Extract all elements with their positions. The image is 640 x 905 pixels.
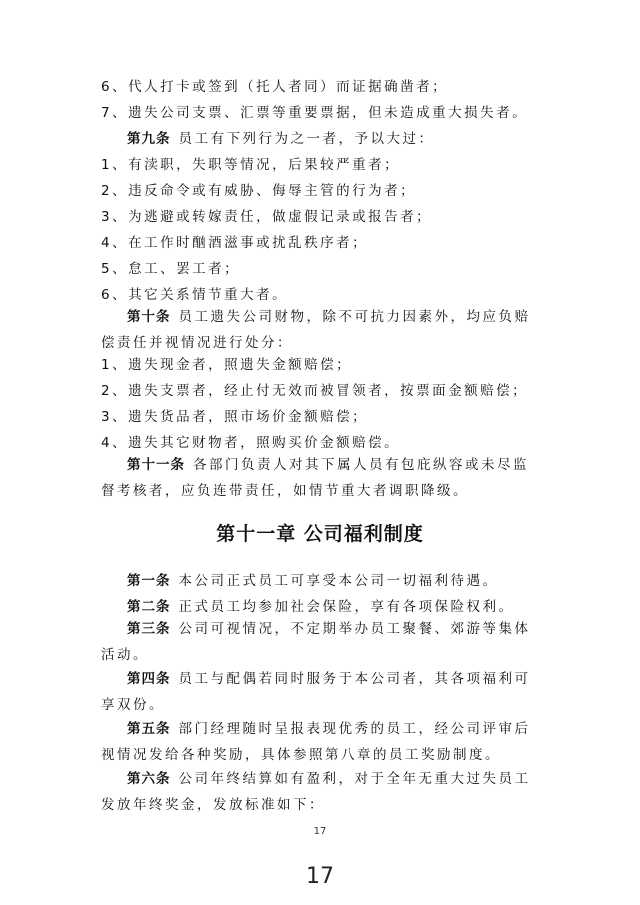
article-label: 第六条	[127, 771, 171, 787]
article-label: 第九条	[127, 131, 171, 147]
article-label: 第一条	[127, 573, 171, 589]
article-text: 员工与配偶若同时服务于本公司者，其各项福利可享双份。	[101, 671, 531, 713]
article-10	[101, 304, 541, 356]
article-label: 第十一条	[127, 457, 185, 473]
article-text: 员工遗失公司财物，除不可抗力因素外，均应负赔偿责任并视情况进行处分：	[101, 309, 531, 351]
list-item: 1、遗失现金者，照遗失金额赔偿；	[101, 357, 353, 373]
list-item: 3、为逃避或转嫁责任，做虚假记录或报告者；	[101, 209, 433, 225]
article-text: 部门经理随时呈报表现优秀的员工，经公司评审后视情况发给各种奖励，具体参照第八章的员工奖励制度。	[101, 721, 531, 763]
welfare-article	[127, 598, 541, 616]
article-text: 本公司正式员工可享受本公司一切福利待遇。	[178, 573, 499, 589]
list-item: 6、其它关系情节重大者。	[101, 287, 289, 303]
article-text: 公司年终结算如有盈利，对于全年无重大过失员工发放年终奖金，发放标准如下：	[101, 771, 531, 813]
article-text: 公司可视情况，不定期举办员工聚餐、郊游等集体活动。	[101, 621, 531, 663]
article-text: 各部门负责人对其下属人员有包庇纵容或未尽监督考核者，应负连带责任，如情节重大者调职降级。	[101, 457, 529, 499]
chapter-title: 第十一章 公司福利制度	[216, 523, 424, 545]
list-item: 4、在工作时酗酒滋事或扰乱秩序者；	[101, 235, 369, 251]
list-item: 6、代人打卡或签到（托人者同）而证据确凿者；	[101, 79, 449, 95]
page-number-large: 17	[306, 864, 334, 889]
article-label: 第十条	[127, 309, 171, 325]
list-item: 2、遗失支票者，经止付无效而被冒领者，按票面金额赔偿；	[101, 383, 529, 399]
article-11	[101, 452, 541, 504]
article-label: 第三条	[127, 621, 171, 637]
list-item: 7、遗失公司支票、汇票等重要票据，但未造成重大损失者。	[101, 105, 529, 121]
list-item: 3、遗失货品者，照市场价金额赔偿；	[101, 409, 369, 425]
list-item: 4、遗失其它财物者，照购买价金额赔偿。	[101, 435, 401, 451]
welfare-article	[127, 572, 541, 590]
article-text: 正式员工均参加社会保险，享有各项保险权利。	[178, 599, 515, 615]
welfare-article	[101, 716, 541, 768]
welfare-article	[101, 666, 541, 718]
welfare-article	[101, 766, 541, 818]
list-item: 2、违反命令或有威胁、侮辱主管的行为者；	[101, 183, 417, 199]
list-item: 1、有渎职，失职等情况，后果较严重者；	[101, 157, 401, 173]
list-item: 5、怠工、罢工者；	[101, 261, 241, 277]
welfare-article	[101, 616, 541, 668]
article-text: 员工有下列行为之一者，予以大过：	[178, 131, 435, 147]
article-label: 第四条	[127, 671, 171, 687]
page-number-small: 17	[313, 826, 327, 837]
article-9	[127, 130, 541, 148]
article-label: 第五条	[127, 721, 171, 737]
article-label: 第二条	[127, 599, 171, 615]
